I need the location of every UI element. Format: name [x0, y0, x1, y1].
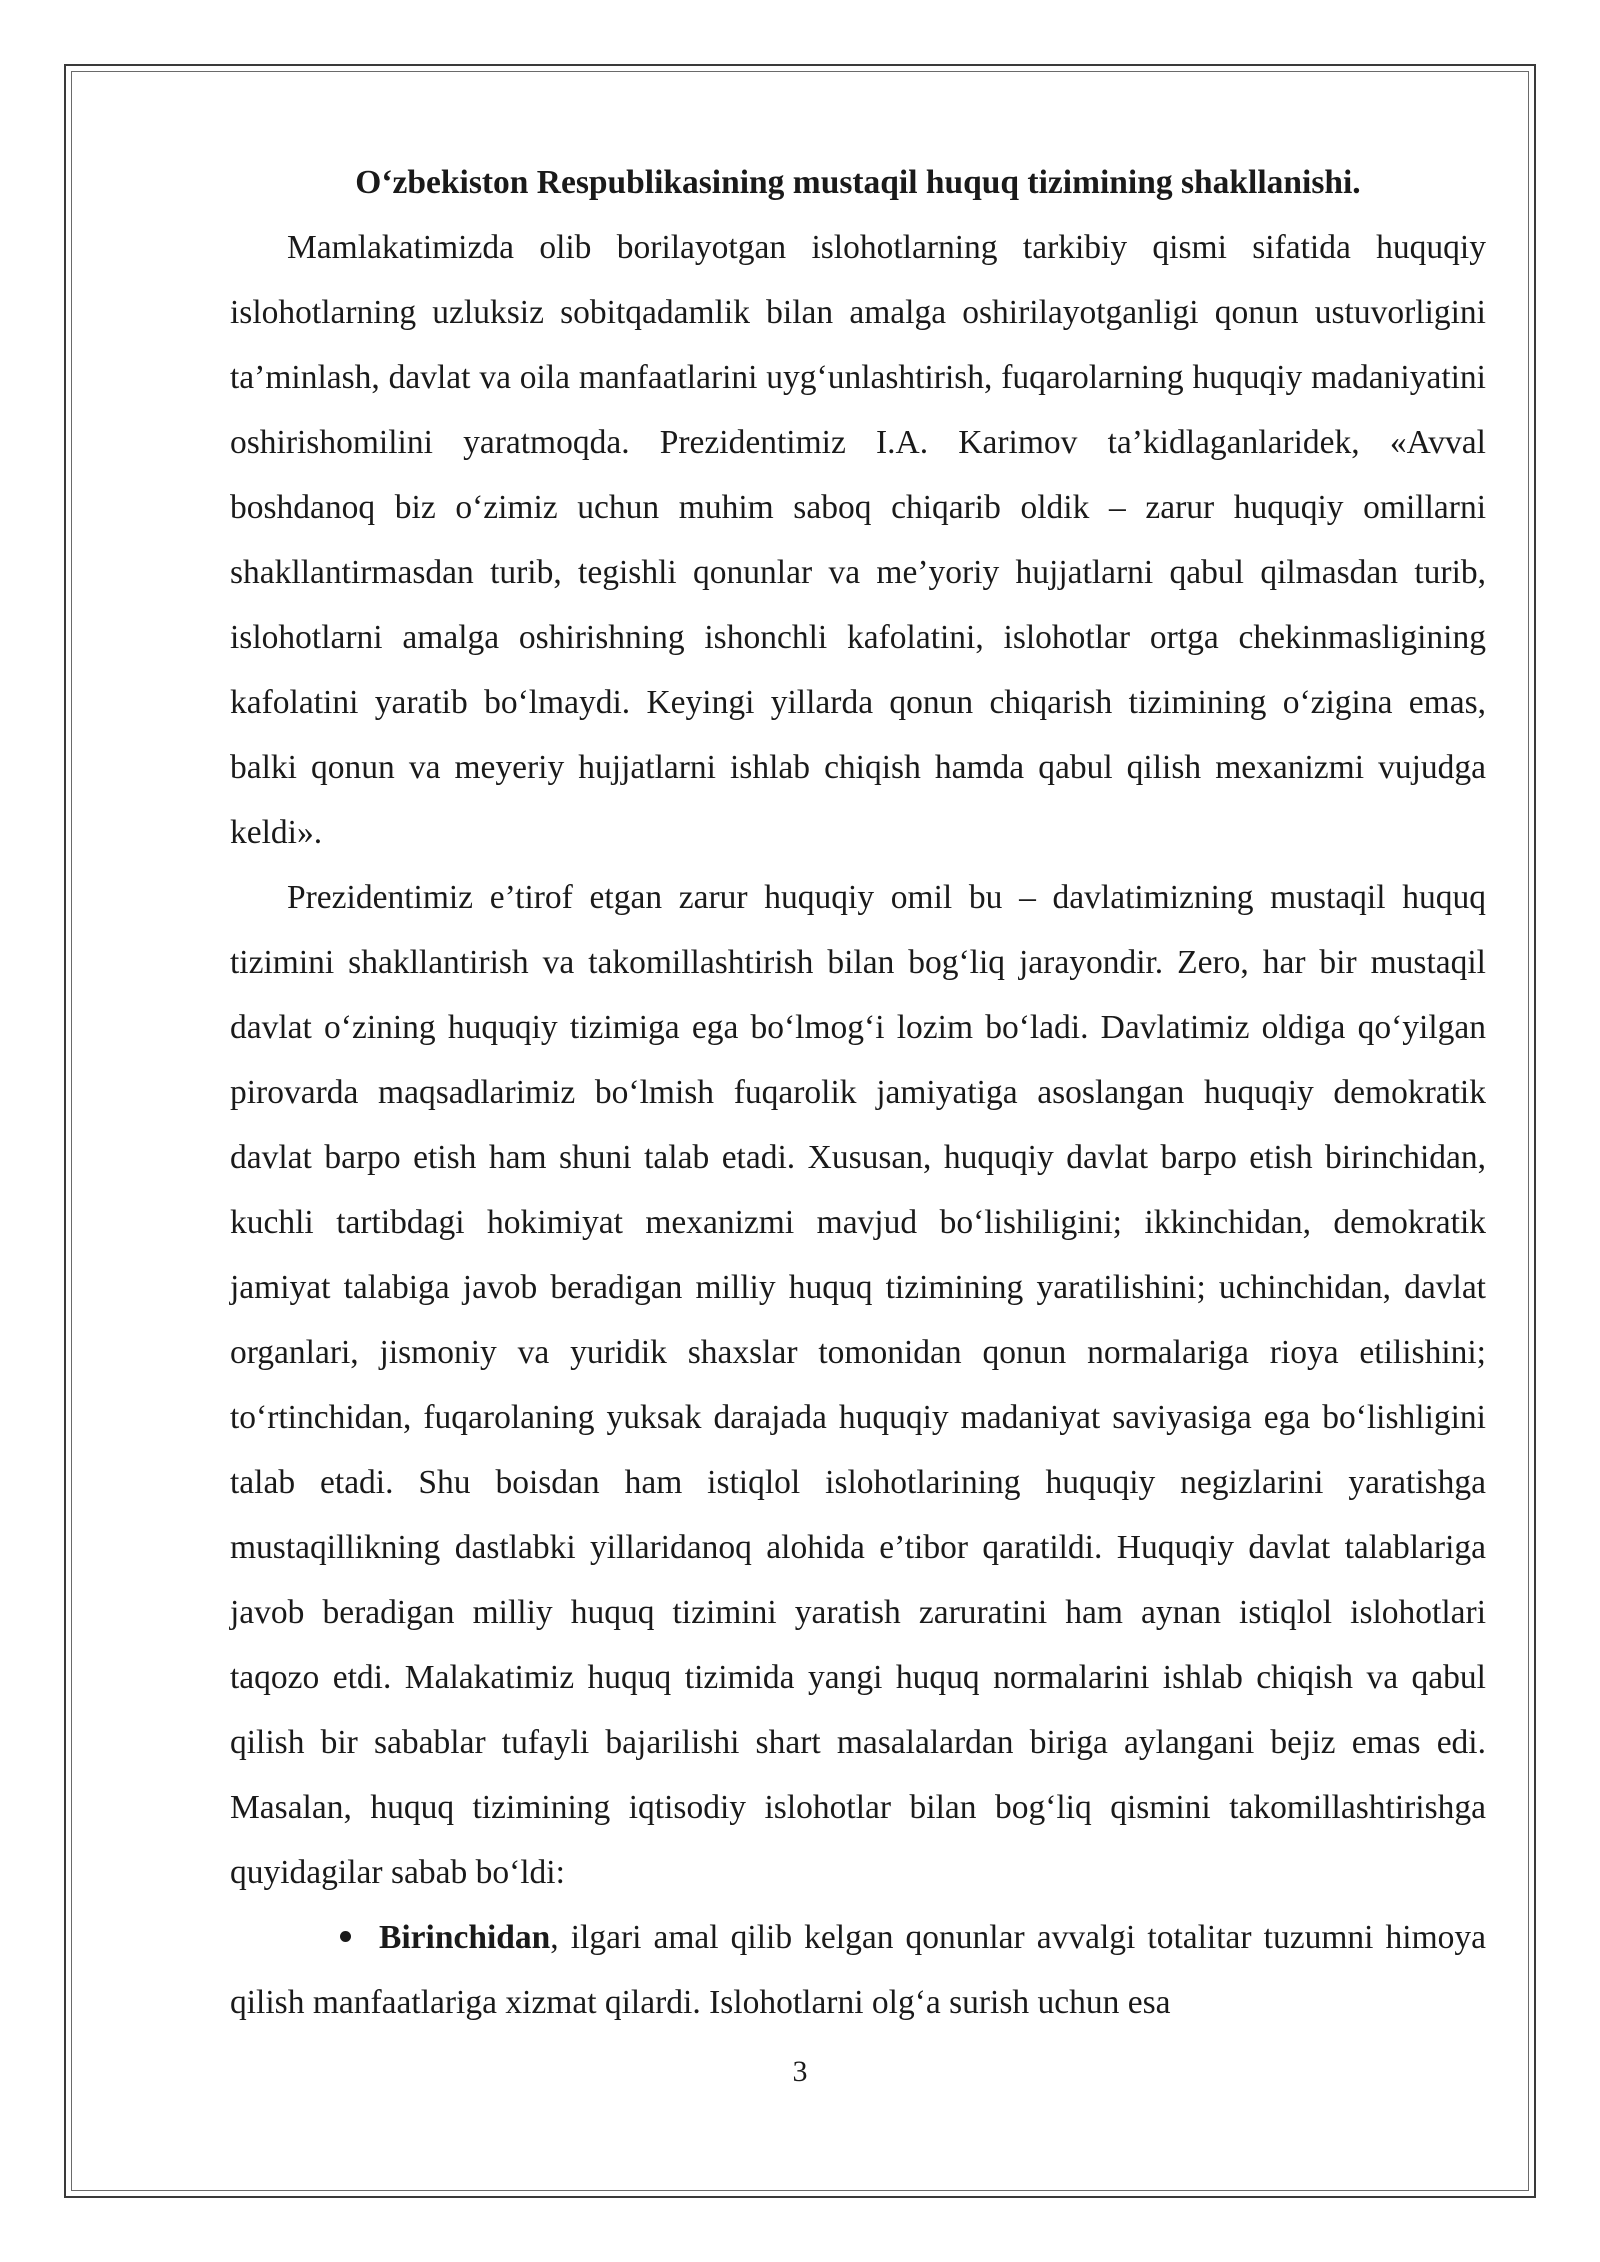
bullet-text: , ilgari amal qilib kelgan qonunlar avvalgi totalitar tuzumni himoya qilish manfaatlariga xizmat qilardi. Islohotlarni olg‘a surish uchun esa	[230, 1919, 1486, 2021]
document-body	[230, 150, 1486, 2035]
page-number: 3	[792, 2055, 808, 2088]
paragraph-1: Mamlakatimizda olib borilayotgan islohotlarning tarkibiy qismi sifatida huquqiy islohotlarning uzluksiz sobitqadamlik bilan amalga oshirilayotganligi qonun ustuvorligini ta’minlash, davlat va oila manfaatlarini uyg‘unlashtirish, fuqarolarning huquqiy madaniyatini oshirishomilini yaratmoqda. Prezidentimiz I.A. Karimov ta’kidlaganlaridek, «Avval boshdanoq biz o‘zimiz uchun muhim saboq chiqarib oldik – zarur huquqiy omillarni shakllantirmasdan turib, tegishli qonunlar va me’yoriy hujjatlarni qabul qilmasdan turib, islohotlarni amalga oshirishning ishonchli kafolatini, islohotlar ortga chekinmasligining kafolatini yaratib bo‘lmaydi. Keyingi yillarda qonun chiqarish tizimining o‘zigina emas, balki qonun va meyeriy hujjatlarni ishlab chiqish hamda qabul qilish mexanizmi vujudga keldi».	[230, 229, 1486, 851]
bullet-lead: Birinchidan	[379, 1919, 551, 1956]
bullet-item	[230, 1905, 1486, 2035]
document-title: O‘zbekiston Respublikasining mustaqil huquq tizimining shakllanishi.	[355, 164, 1361, 201]
bullet-dot-icon	[340, 1931, 351, 1942]
paragraph-2: Prezidentimiz e’tirof etgan zarur huquqiy omil bu – davlatimizning mustaqil huquq tizimini shakllantirish va takomillashtirish bilan bog‘liq jarayondir. Zero, har bir mustaqil davlat o‘zining huquqiy tizimiga ega bo‘lmog‘i lozim bo‘ladi. Davlatimiz oldiga qo‘yilgan pirovarda maqsadlarimiz bo‘lmish fuqarolik jamiyatiga asoslangan huquqiy demokratik davlat barpo etish ham shuni talab etadi. Xususan, huquqiy davlat barpo etish birinchidan, kuchli tartibdagi hokimiyat mexanizmi mavjud bo‘lishiligini; ikkinchidan, demokratik jamiyat talabiga javob beradigan milliy huquq tizimining yaratilishini; uchinchidan, davlat organlari, jismoniy va yuridik shaxslar tomonidan qonun normalariga rioya etilishini; to‘rtinchidan, fuqarolaning yuksak darajada huquqiy madaniyat saviyasiga ega bo‘lishligini talab etadi. Shu boisdan ham istiqlol islohotlarining huquqiy negizlarini yaratishga mustaqillikning dastlabki yillaridanoq alohida e’tibor qaratildi. Huquqiy davlat talablariga javob beradigan milliy huquq tizimini yaratish zaruratini ham aynan istiqlol islohotlari taqozo etdi. Malakatimiz huquq tizimida yangi huquq normalarini ishlab chiqish va qabul qilish bir sabablar tufayli bajarilishi shart masalalardan biriga aylangani bejiz emas edi. Masalan, huquq tizimining iqtisodiy islohotlar bilan bog‘liq qismini takomillashtirishga quyidagilar sabab bo‘ldi:	[230, 879, 1486, 1891]
